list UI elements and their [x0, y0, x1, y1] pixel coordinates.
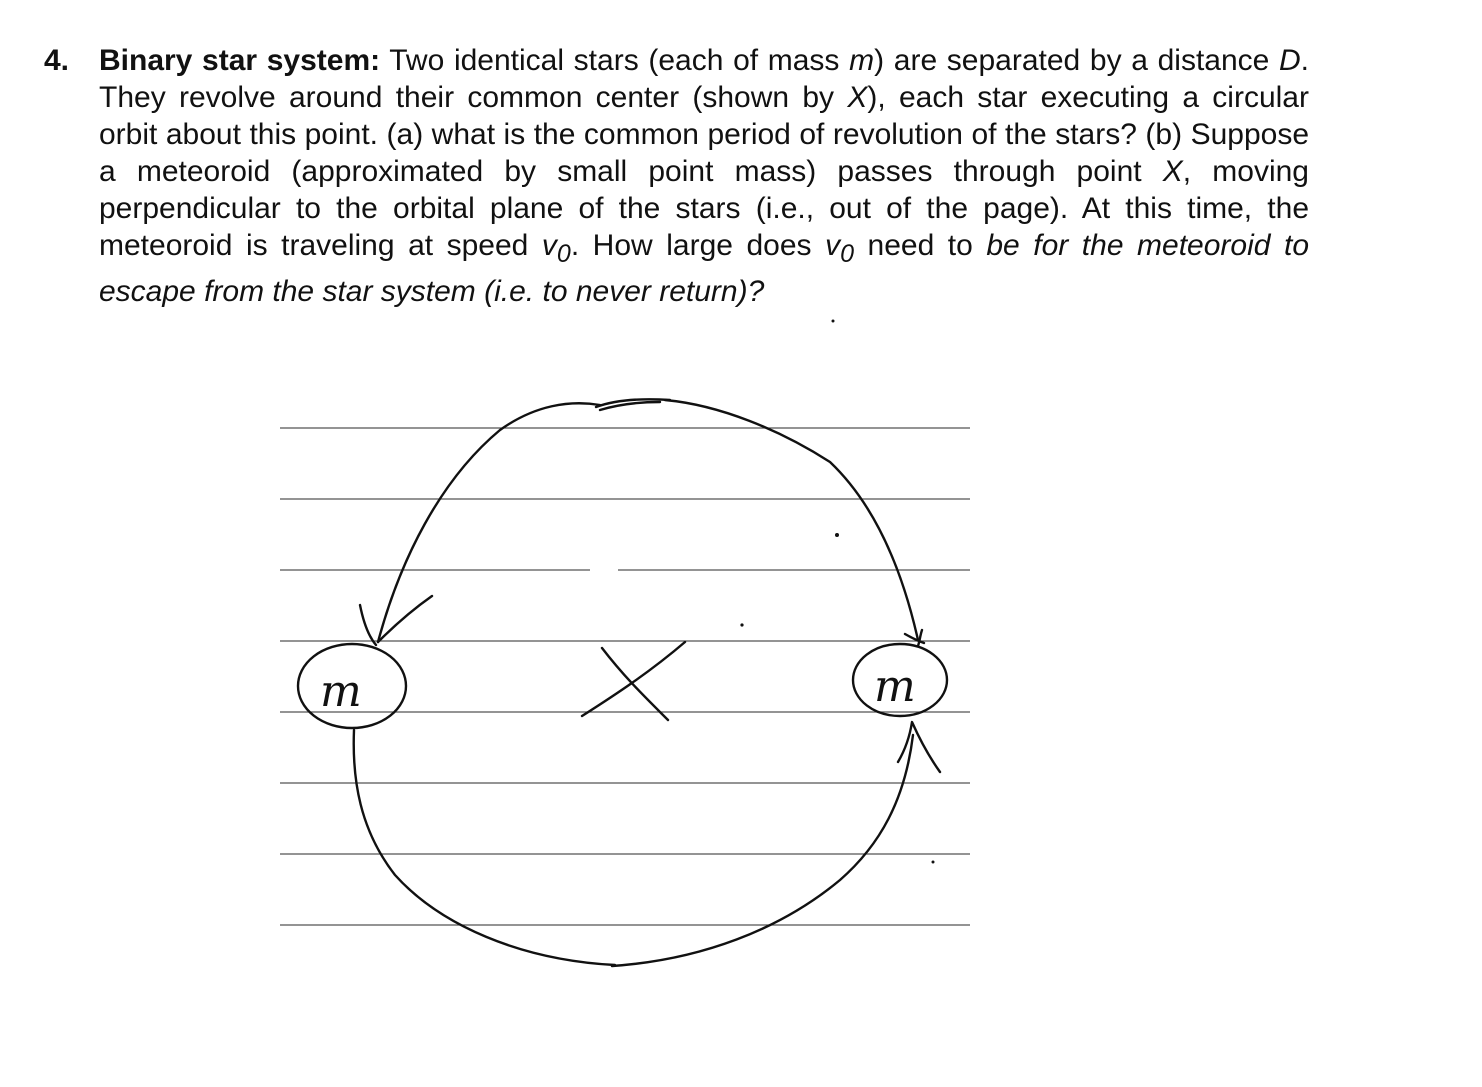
- statement-part-b: ) are separated by a distance: [874, 44, 1279, 77]
- center-x-mark: [582, 642, 685, 720]
- statement-part-g: need to: [853, 229, 987, 262]
- right-star-label: m: [874, 661, 916, 712]
- right-bottom-arrowhead-icon: [898, 722, 940, 772]
- problem-number: 4.: [44, 44, 70, 77]
- ruled-lines: [280, 428, 970, 925]
- var-v0-letter: v: [541, 229, 557, 262]
- var-v0-b: [825, 229, 854, 268]
- statement-part-f: . How large does: [570, 229, 826, 262]
- var-d: D: [1279, 44, 1301, 77]
- left-star-label: m: [320, 666, 362, 717]
- statement-part-d: ), each star executing a circular orbit about this point. (a) what is the common period of revolution of the stars? (b) Suppose a meteoroid (approximated by small point mass) passes through point: [99, 81, 1309, 188]
- statement-italic-end: be for the meteoroid to escape from the star system (i.e. to never return)?: [99, 229, 1310, 308]
- stray-dots: [740, 320, 934, 864]
- var-x: X: [847, 81, 868, 114]
- problem-statement: [99, 42, 1309, 310]
- right-star-circle: [853, 644, 947, 716]
- left-arrowhead-icon: [360, 596, 432, 645]
- var-x-2: X: [1162, 155, 1183, 188]
- orbit-top-join: [596, 399, 670, 410]
- var-v0: [541, 229, 571, 268]
- left-star-circle: [298, 644, 406, 728]
- statement-part-e: , moving perpendicular to the orbital plane of the stars (i.e., out of the page). At this time, the meteoroid is traveling at speed: [99, 155, 1309, 262]
- orbit-upper-left-arc: [378, 403, 600, 642]
- statement-part-c: . They revolve around their common center (shown by: [99, 44, 1310, 114]
- orbit-lower-left-arc: [354, 730, 615, 965]
- stray-dot: [932, 861, 935, 864]
- stray-dot: [835, 533, 839, 537]
- stray-dot: [832, 320, 835, 323]
- right-top-arrowhead-icon: [905, 630, 924, 646]
- var-m: m: [849, 44, 875, 77]
- var-v0-b-letter: v: [825, 229, 841, 262]
- statement-part-a: Two identical stars (each of mass: [380, 44, 850, 77]
- orbit-upper-right-arc: [665, 400, 918, 640]
- problem-title: Binary star system:: [99, 44, 381, 77]
- stray-dot: [740, 623, 743, 626]
- orbit-lower-right-arc: [612, 735, 913, 966]
- var-v0-b-subscript: 0: [840, 240, 854, 268]
- var-v0-subscript: 0: [556, 240, 571, 268]
